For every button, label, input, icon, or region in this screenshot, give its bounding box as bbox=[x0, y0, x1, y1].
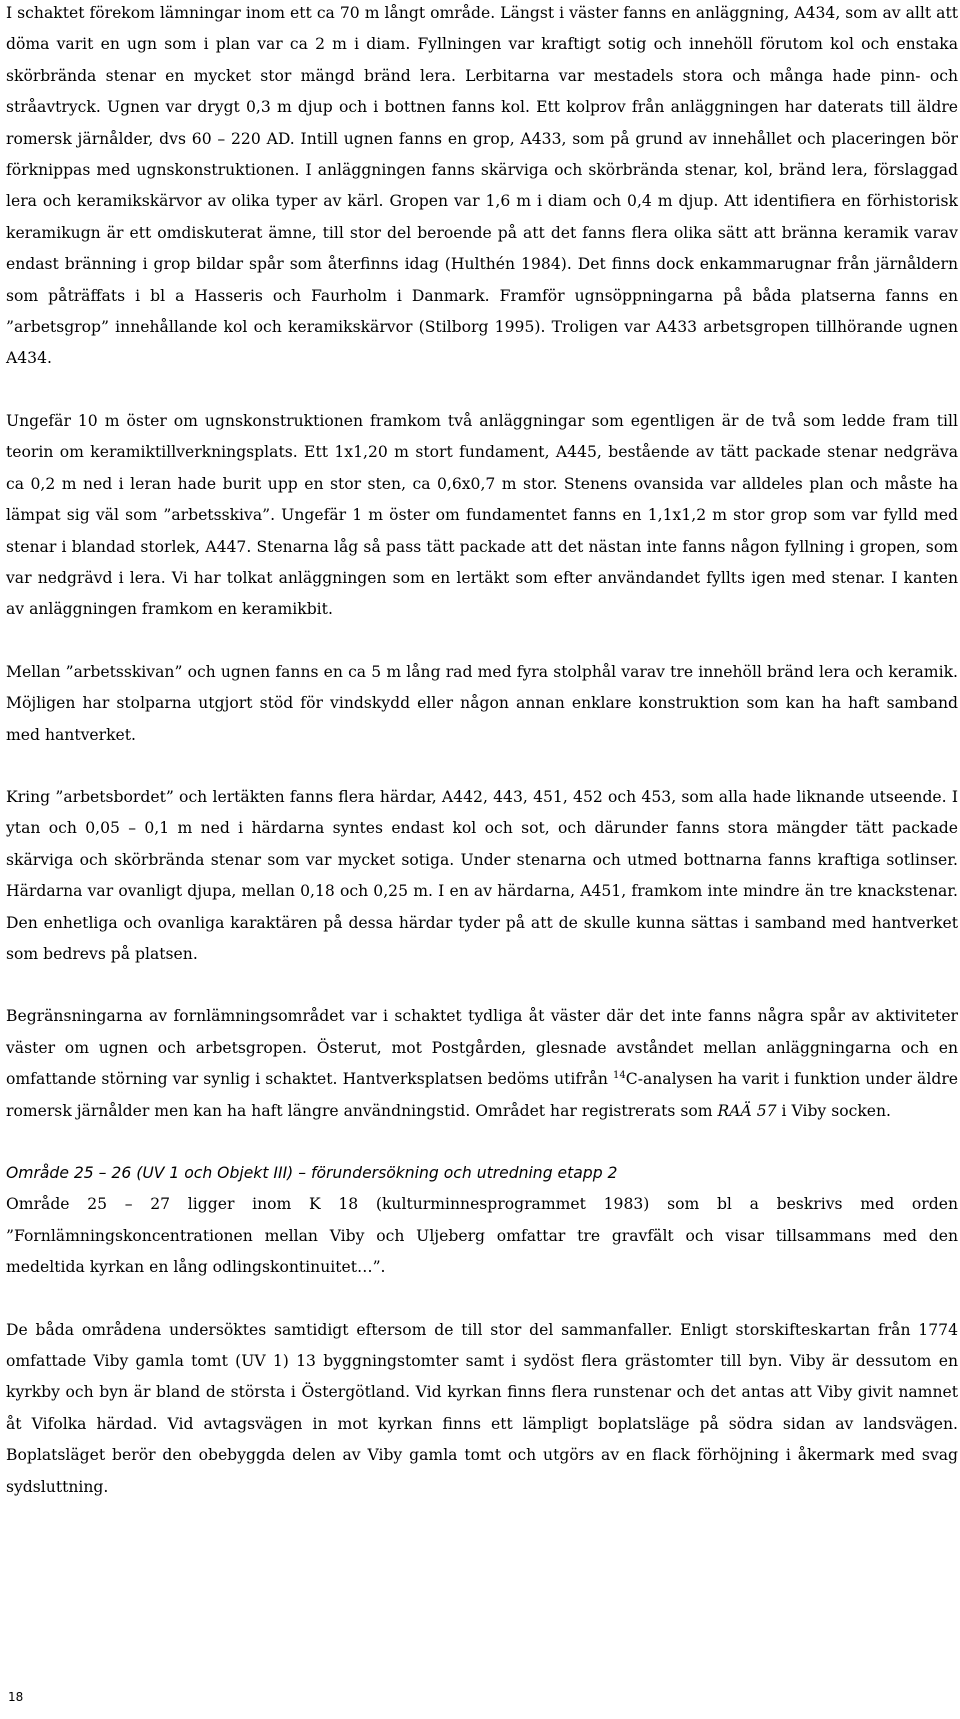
paragraph-gap bbox=[6, 970, 958, 1001]
text-segment: C-analysen ha varit i funktion under äldre romersk järnålder men kan ha haft längre användningstid. Området har registrerats som bbox=[6, 1070, 958, 1120]
body-text bbox=[6, 0, 958, 1503]
paragraph-gap bbox=[6, 375, 958, 406]
paragraph-omrade-25-27: Område 25 – 27 ligger inom K 18 (kulturminnesprogrammet 1983) som bl a beskrivs med orden ”Fornlämningskoncentrationen mellan Viby och Uljeberg omfattar tre gravfält och visar tillsammans med den medeltida kyrkan en lång odlingskontinuitet…”. bbox=[6, 1195, 958, 1277]
paragraph-ugn: I schaktet förekom lämningar inom ett ca 70 m långt område. Längst i väster fanns en anläggning, A434, som av allt att döma varit en ugn som i plan var ca 2 m i diam. Fyllningen var kraftigt sotig och innehöll förutom kol och enstaka skörbrända stenar en mycket stor mängd bränd lera. Lerbitarna var mestadels stora och många hade pinn- och stråavtryck. Ugnen var drygt 0,3 m djup och i bottnen fanns kol. Ett kolprov från anläggningen har daterats till äldre romersk järnålder, dvs 60 – 220 AD. Intill ugnen fanns en grop, A433, som på grund av innehållet och placeringen bör förknippas med ugnskonstruktionen. I anläggningen fanns skärviga och skörbrända stenar, kol, bränd lera, förslaggad lera och keramikskärvor av olika typer av kärl. Gropen var 1,6 m i diam och 0,4 m djup. Att identifiera en förhistorisk keramikugn är ett omdiskuterat ämne, till stor del beroende på att det fanns flera olika sätt att bränna keramik varav endast bränning i grop bildar spår som återfinns idag (Hulthén 1984). Det finns dock enkammarugnar från järnåldern som påträffats i bl a Hasseris och Faurholm i Danmark. Framför ugnsöppningarna på båda platserna fanns en ”arbetsgrop” innehållande kol och keramikskärvor (Stilborg 1995). Troligen var A433 arbetsgropen tillhörande ugnen A434. bbox=[6, 4, 958, 368]
page-number: 18 bbox=[8, 1690, 24, 1704]
paragraph-stolphal: Mellan ”arbetsskivan” och ugnen fanns en ca 5 m lång rad med fyra stolphål varav tre innehöll bränd lera och keramik. Möjligen har stolparna utgjort stöd för vindskydd eller någon annan enklare konstruktion som kan ha haft samband med hantverket. bbox=[6, 662, 958, 744]
paragraph-begransning bbox=[6, 1001, 958, 1127]
paragraph-fundament: Ungefär 10 m öster om ugnskonstruktionen framkom två anläggningar som egentligen är de två som ledde fram till teorin om keramiktillverkningsplats. Ett 1x1,20 m stort fundament, A445, bestående av tätt packade stenar nedgräva ca 0,2 m ned i leran hade burit upp en stor sten, ca 0,6x0,7 m stor. Stenens ovansida var alldeles plan och måste ha lämpat sig väl som ”arbetsskiva”. Ungefär 1 m öster om fundamentet fanns en 1,1x1,2 m stor grop som var fylld med stenar i blandad storlek, A447. Stenarna låg så pass tätt packade att det nästan inte fanns någon fyllning i gropen, som var nedgrävd i lera. Vi har tolkat anläggningen som en lertäkt som efter användandet fyllts igen med stenar. I kanten av anläggningen framkom en keramikbit. bbox=[6, 411, 958, 619]
paragraph-gap bbox=[6, 1284, 958, 1315]
paragraph-gap bbox=[6, 1127, 958, 1158]
paragraph-gap bbox=[6, 751, 958, 782]
paragraph-bada-omradena: De båda områdena undersöktes samtidigt eftersom de till stor del sammanfaller. Enligt storskifteskartan från 1774 omfattade Viby gamla tomt (UV 1) 13 byggningstomter samt i sydöst flera grästomter till byn. Viby är dessutom en kyrkby och byn är bland de största i Östergötland. Vid kyrkan finns flera runstenar och det antas att Viby givit namnet åt Vifolka härdad. Vid avtagsvägen in mot kyrkan finns ett lämpligt boplatsläge på södra sidan av landsvägen. Boplatsläget berör den obebyggda delen av Viby gamla tomt och utgörs av en flack förhöjning i åkermark med svag sydsluttning. bbox=[6, 1320, 958, 1496]
text-segment: Begränsningarna av fornlämningsområdet var i schaktet tydliga åt väster där det inte fanns några spår av aktiviteter väster om ugnen och arbetsgropen. Österut, mot Postgården, glesnade avståndet mellan anläggningarna och en omfattande störning var synlig i schaktet. Hantverksplatsen bedöms utifrån bbox=[6, 1007, 958, 1089]
raa-reference: RAÄ 57 bbox=[717, 1101, 777, 1120]
paragraph-gap bbox=[6, 626, 958, 657]
text-segment: i Viby socken. bbox=[776, 1101, 892, 1120]
paragraph-hardar: Kring ”arbetsbordet” och lertäkten fanns flera härdar, A442, 443, 451, 452 och 453, som alla hade liknande utseende. I ytan och 0,05 – 0,1 m ned i härdarna syntes endast kol och sot, och därunder fanns stora mängder tätt packade skärviga och skörbrända stenar som var mycket sotiga. Under stenarna och utmed bottnarna fanns kraftiga sotlinser. Härdarna var ovanligt djupa, mellan 0,18 och 0,25 m. I en av härdarna, A451, framkom inte mindre än tre knackstenar. Den enhetliga och ovanliga karaktären på dessa härdar tyder på att de skulle kunna sättas i samband med hantverket som bedrevs på platsen. bbox=[6, 787, 958, 963]
superscript-14: 14 bbox=[613, 1070, 626, 1082]
section-heading: Område 25 – 26 (UV 1 och Objekt III) – förundersökning och utredning etapp 2 bbox=[6, 1164, 618, 1182]
